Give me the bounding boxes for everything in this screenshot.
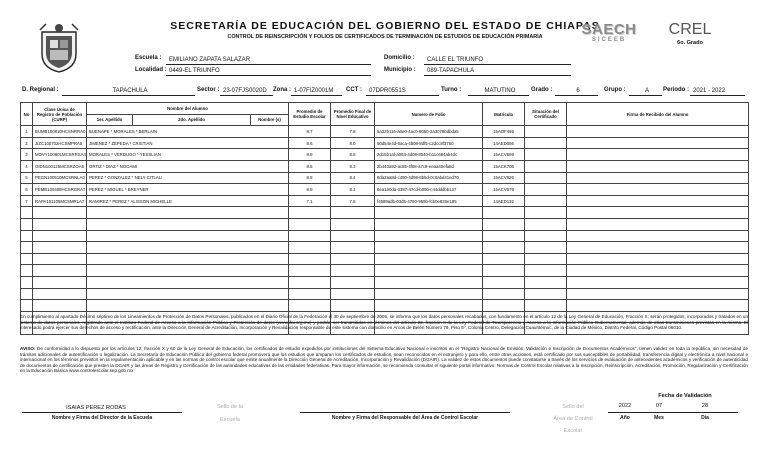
cell-final [331,265,375,277]
cell-no [21,230,33,242]
cell-empty [567,126,749,138]
cell-curp: BUMB100810HCSNRRA0 [33,126,87,138]
header-curp: Clave Única de Registro de Población (CURP) [33,103,87,126]
cell-no: 4 [21,160,33,172]
cell-no [21,253,33,265]
cell-curp [33,300,87,312]
cell-no: 5 [21,172,33,184]
cell-folio [375,230,483,242]
cell-folio: 2b440a92-ac85-4f08-a7c8-eeaa40efa8d [375,160,483,172]
cell-curp [33,288,87,300]
domicilio-value: CALLE EL TRIUNFO [424,56,571,65]
dia-label: Día [701,415,709,421]
periodo-label: Periodo : [663,87,690,93]
cell-folio [375,265,483,277]
table-row [21,172,749,184]
students-table [20,102,749,335]
empty-table-row [21,242,749,254]
fecha-mes: 07 [655,403,663,409]
table-row [21,160,749,172]
empty-table-row [21,218,749,230]
table-row [21,126,749,138]
cell-prom [289,207,331,219]
cell-empty [567,172,749,184]
cct-label: CCT : [346,87,362,93]
cell-nombre [87,253,289,265]
cell-mat [483,242,525,254]
cell-nombre [87,242,289,254]
cell-no: 2 [21,137,33,149]
cell-mat: 15ACV626 [483,172,525,184]
cell-prom [289,253,331,265]
regional-label: D. Regional : [22,87,59,93]
turno-label: Turno : [441,87,462,93]
cell-mat [483,288,525,300]
cell-empty [525,300,567,312]
sector-label: Sector : [197,87,220,93]
cell-mat [483,300,525,312]
cell-empty [567,242,749,254]
cell-prom [289,242,331,254]
cell-prom [289,276,331,288]
header-promedio: Promedio de Estudio Escolar [289,103,331,126]
grado-value: 6 [555,87,598,96]
cell-curp: JIZC100702HCSMPRA5 [33,137,87,149]
cell-empty [525,207,567,219]
aviso-notice [20,346,748,374]
cell-curp [33,218,87,230]
cell-folio [375,242,483,254]
cell-no [21,276,33,288]
empty-table-row [21,288,749,300]
empty-table-row [21,265,749,277]
municipio-label: Municipio : [384,67,416,73]
zona-value: 1-07FIZ0001M [291,87,342,96]
municipio-value: 089-TAPACHULA [424,67,571,76]
cell-no [21,300,33,312]
sello-area-3: Escolar [563,428,583,434]
table-row [21,137,749,149]
cell-nombre: JIMENEZ * ZEPEDA * CRISTIAN [87,137,289,149]
header-matricula: Matricula [483,103,525,126]
cell-empty [525,253,567,265]
privacy-notice: En cumplimiento al apartado Décimo séptimo de los Lineamientos de Protección de Datos Personales, publicados en el Diario Oficial de la Federación el 30 de septiembre de 2005, se informa que los datos personales recabados, con fundamento en el artículo 12 de la Ley General de Educación, Fracción X; serán protegidos, incorporados y tratados en un sistema de datos personales, registrado ante el Instituto Federal de Acceso a la Información Pública y Protección de datos (www.ifai.org.mx) y podrán ser transmitidos en términos del artículo 22, fracción II de la Ley Federal de Transparencia y Acceso a la Información Pública Gubernamental, además de otras transmisiones previstas en la misma. El interesado podrá ejercer sus derechos de acceso y rectificación, ante la Dirección General de Acreditación, Incorporación y Revalidación responsable de este sistema con domicilio en Arcos de Belén Número 79, Piso 5º, Colonia Centro, Delegación Cuauhtémoc, de la Ciudad de México, Distrito Federal, Código Postal 06010. [20,314,748,330]
mes-label: Mes [654,415,664,421]
header-situacion: Situación del Certificado [525,103,567,126]
cell-empty [567,184,749,196]
cell-mat: 14AED086 [483,137,525,149]
table-row [21,195,749,207]
cell-prom: 8.5 [289,160,331,172]
cell-mat [483,218,525,230]
cell-final: 7.6 [331,195,375,207]
cell-final: 8.2 [331,184,375,196]
cell-folio: 5a32b116-a0e0-4ac0-8050-2a3078bdbda5 [375,126,483,138]
cell-empty [525,230,567,242]
header-apellido2: 2do. Apellido [133,114,251,126]
cell-empty [525,184,567,196]
cell-prom: 8.9 [289,184,331,196]
escuela-value: EMILIANO ZAPATA SALAZAR [166,56,371,65]
cell-folio [375,253,483,265]
cell-folio [375,300,483,312]
cell-mat: 15ACK705 [483,160,525,172]
cct-value: 07DPR0551S [366,87,439,96]
cell-empty [525,265,567,277]
cell-prom [289,300,331,312]
cell-folio [375,276,483,288]
cell-nombre [87,230,289,242]
state-seal-icon [38,22,80,74]
cell-prom [289,265,331,277]
aviso-label: AVISO: [20,346,36,351]
cell-no [21,242,33,254]
cell-final: 8.4 [331,172,375,184]
regional-value: TAPACHULA [62,87,195,96]
cell-empty [567,207,749,219]
cell-final: 7.8 [331,126,375,138]
header-apellido1: 1er. Apellido [87,114,133,126]
cell-curp [33,276,87,288]
cell-curp: OIDN100125MCSRZOA5 [33,160,87,172]
responsable-line [300,412,510,413]
cell-curp: RAPA101105MCSMRLA7 [33,195,87,207]
cell-mat [483,230,525,242]
cell-nombre: PEREZ * GONZALEZ * NELY CITLALI [87,172,289,184]
cell-empty [567,137,749,149]
cell-prom: 8.6 [289,137,331,149]
header-nombres: Nombre (s) [251,114,289,126]
cell-mat: 14AED132 [483,195,525,207]
saech-logo-text: SAECH [581,21,637,38]
director-name: ISAIAS PEREZ RODAS [66,405,126,411]
cell-folio: 50d54e4d-6aca-4b08-8df5-c2dcc8f3760 [375,137,483,149]
cell-empty [525,195,567,207]
cell-empty [525,218,567,230]
cell-final: 8.3 [331,160,375,172]
cell-final [331,300,375,312]
sello-area-1: Sello del [562,404,584,410]
cell-mat [483,253,525,265]
fecha-dia: 28 [701,403,709,409]
localidad-value: 0449-EL TRIUNFO [166,67,371,76]
periodo-value: 2021 - 2022 [690,87,745,96]
fecha-line [608,412,738,413]
cell-final [331,288,375,300]
cell-empty [525,126,567,138]
cell-final [331,218,375,230]
cell-folio: 8da2aa8d-c490-4d98-8b5d-0c0abd41ed70 [375,172,483,184]
zona-label: Zona : [273,87,291,93]
sello-escuela-1: Sello de la [216,404,244,410]
grupo-value: A [629,87,662,96]
cell-final: 8.0 [331,137,375,149]
cell-final [331,276,375,288]
crel-text: CREL [668,21,712,38]
saech-logo [578,22,640,43]
cell-curp [33,253,87,265]
cell-folio [375,207,483,219]
cell-no: 7 [21,195,33,207]
domicilio-label: Domicilio : [384,55,415,61]
director-label: Nombre y Firma del Director de la Escuela [51,415,153,421]
aviso-text: De conformidad a lo dispuesto por los artículos 12, fracción X y 60 de la Ley General de Educación, los certificados de estudio expedidos por instituciones del Sistema Educativo Nacional e inscritos en el "Registro Nacional de Emisión, Validación e Inscripción de Documentos Académicos", tienen validez en toda la república, sin necesidad de trámites adicionales de autentificación o legalización. La Secretaría de Educación Pública del gobierno federal promoverá que los estudios que amparan los certificados de estudios, sean reconocidos en el extranjero y para ello, entre otras acciones, está certificado por sus susceptibles de portabilidad, transferencia digital y electrónica a nivel nacional e internacional en los términos previstos en la regulamentación aplicable y en las normas de control escolar que emite anualmente la Dirección General de Acreditación, Incorporación y Revalidación (DGAIR). La validez de estos documentos puede constatarse a través de los servicios de evaluación de antecedentes académicos y verificación de autenticidad de documentos de certificación que presten la DGAIR y las áreas de Registro y Certificación de las autoridades educativas de las entidades federativas. Para mayor información, se recomienda consultar el siguiente portal informativo: Normas de Control Escolar relativas a la Inscripción, Reinscripción, Acreditación, Promoción, Regularización y Certificación en la Educación Básica www.controlescolar.sep.gob.mx [20,346,748,373]
cell-no [21,288,33,300]
cell-no: 1 [21,126,33,138]
empty-table-row [21,230,749,242]
empty-table-row [21,300,749,312]
table-row [21,184,749,196]
cell-nombre [87,207,289,219]
sello-area-2: Área de Control [553,416,593,422]
turno-value: MATUTINO [468,87,529,96]
cell-folio [375,218,483,230]
cell-nombre [87,288,289,300]
crel-block [660,22,720,46]
escuela-label: Escuela : [135,55,162,61]
cell-empty [525,242,567,254]
siceeb-logo-text: SICEEB [591,37,627,43]
responsable-label: Nombre y Firma del Responsable del Área de Control Escolar [331,415,479,421]
cell-nombre: PEREZ * MIGUEL * BREYNER [87,184,289,196]
director-line [22,412,182,413]
document-title: SECRETARÍA DE EDUCACIÓN DEL GOBIERNO DEL ESTADO DE CHIAPAS [170,20,600,32]
cell-curp: PEGN100510MCSRNLA0 [33,172,87,184]
cell-empty [567,195,749,207]
cell-prom: 8.7 [289,126,331,138]
cell-empty [567,160,749,172]
header-firma: Firma de Recibido del Alumno [567,103,749,126]
cell-curp [33,242,87,254]
cell-prom [289,218,331,230]
cell-no [21,207,33,219]
fecha-label: Fecha de Validación [658,393,712,399]
cell-mat: 15ACV579 [483,184,525,196]
cell-nombre: ORTIZ * DIAZ * NOOAMI [87,160,289,172]
cell-folio [375,288,483,300]
cell-nombre [87,300,289,312]
cell-no: 3 [21,149,33,161]
cell-empty [567,288,749,300]
empty-table-row [21,253,749,265]
empty-table-row [21,207,749,219]
cell-folio: f4589adb-03d5-4750-959b-fcb0e826e185 [375,195,483,207]
cell-empty [567,276,749,288]
cell-empty [525,137,567,149]
cell-prom [289,230,331,242]
cell-mat [483,265,525,277]
cell-curp: MOVY100801MCSRRSA4 [33,149,87,161]
grado-text: 6o. Grado [677,40,703,46]
cell-curp [33,230,87,242]
cell-final [331,242,375,254]
cell-nombre: RAMIREZ * PEREZ * ALISSON MICHELLE [87,195,289,207]
fecha-anio: 2022 [618,403,632,409]
cell-empty [525,172,567,184]
cell-nombre: BUENAPE * MORALES * BERLAIN [87,126,289,138]
header-nombre: Nombre del Alumno [87,103,289,115]
cell-curp [33,207,87,219]
cell-final [331,230,375,242]
cell-final: 8.5 [331,149,375,161]
cell-folio: 8ea1b0da-0387-47cd-b09b-c44dddbb137 [375,184,483,196]
cell-no [21,265,33,277]
cell-empty [525,160,567,172]
cell-empty [567,218,749,230]
cell-nombre [87,218,289,230]
cell-mat: 15ACV659 [483,149,525,161]
localidad-label: Localidad : [135,67,167,73]
cell-prom: 8.8 [289,172,331,184]
sector-value: 23-07FJS0020D [220,87,273,96]
cell-empty [567,230,749,242]
anio-label: Año [620,415,630,421]
cell-folio: 2d15b1af-a084-4d08-8040-b11c684ab4dc [375,149,483,161]
cell-no: 6 [21,184,33,196]
cell-prom: 7.1 [289,195,331,207]
cell-mat [483,276,525,288]
cell-mat [483,207,525,219]
grado-label: Grado : [531,87,553,93]
cell-final [331,207,375,219]
cell-empty [525,149,567,161]
cell-final [331,253,375,265]
grupo-label: Grupo : [604,87,626,93]
cell-nombre: MORALES * VERDUGO * YESSLIAN [87,149,289,161]
table-row [21,149,749,161]
cell-nombre [87,265,289,277]
cell-no [21,218,33,230]
header-folio: Numero de Folio [375,103,483,126]
cell-empty [525,288,567,300]
header-promedio-final: Promedio Final de Nivel Educativo [331,103,375,126]
cell-nombre [87,276,289,288]
header-no: No [21,103,33,126]
cell-empty [525,276,567,288]
cell-curp: PEMB100408HCSRGRA7 [33,184,87,196]
cell-mat: 15AOF469 [483,126,525,138]
sello-escuela-2: Escuela [220,417,240,423]
cell-empty [567,149,749,161]
document-subtitle: CONTROL DE REINSCRIPCIÓN Y FOLIOS DE CERTIFICADOS DE TERMINACIÓN DE ESTUDIOS DE EDUCACIÓN PRIMARIA [227,34,543,40]
empty-table-row [21,276,749,288]
cell-prom: 8.9 [289,149,331,161]
cell-curp [33,265,87,277]
cell-empty [567,300,749,312]
cell-empty [567,253,749,265]
cell-prom [289,288,331,300]
cell-empty [567,265,749,277]
